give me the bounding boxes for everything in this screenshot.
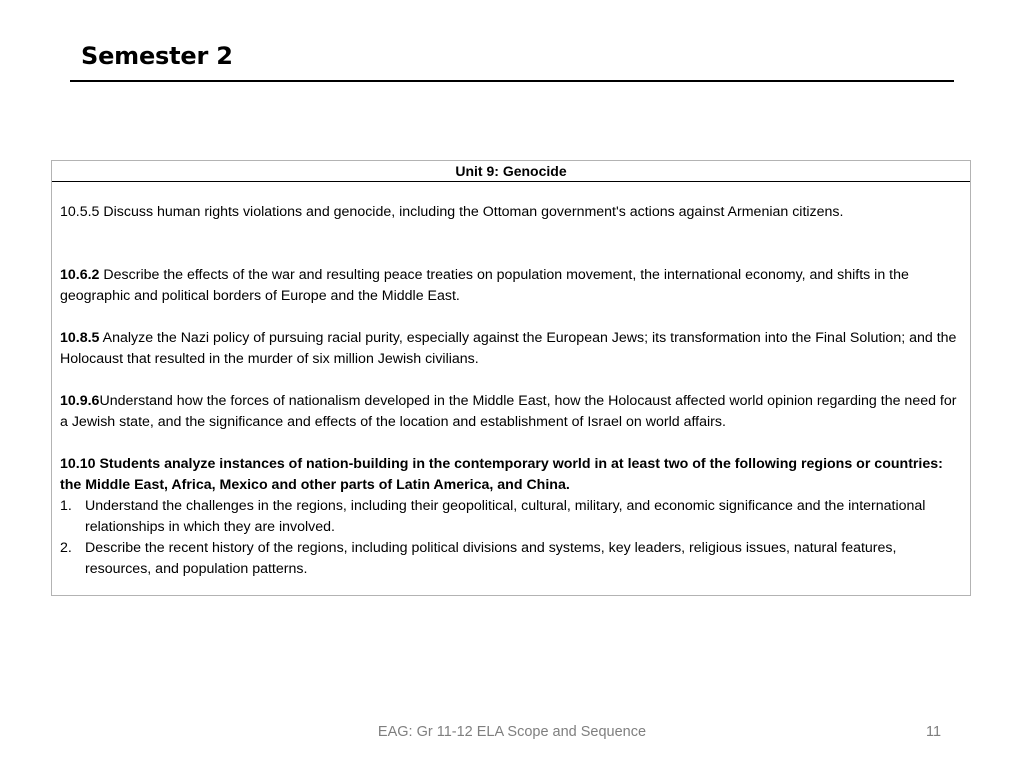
standard-code: 10.6.2: [60, 267, 100, 283]
standard-10-9-6: [60, 391, 962, 433]
standard-text: Understand how the forces of nationalism developed in the Middle East, how the Holocaust affected world opinion regarding the need for a Jewish state, and the significance and effects of the location and establishment of Israel on world affairs.: [60, 393, 957, 430]
spacer: [60, 370, 962, 391]
spacer: [60, 223, 962, 265]
standard-text: 10.5.5 Discuss human rights violations and genocide, including the Ottoman government's actions against Armenian citizens.: [60, 204, 844, 220]
list-item-number: 1.: [60, 498, 72, 514]
spacer: [60, 182, 962, 202]
standard-code: 10.9.6: [60, 393, 100, 409]
list-item: [60, 538, 962, 580]
unit-table: [51, 160, 971, 596]
standard-text: Describe the effects of the war and resulting peace treaties on population movement, the international economy, and shifts in the geographic and political borders of Europe and the Middle East.: [60, 267, 909, 304]
unit-body: [52, 182, 970, 580]
title-underline: [70, 80, 954, 82]
standard-10-10: 10.10 Students analyze instances of nation-building in the contemporary world in at least two of the following regions or countries: the Middle East, Africa, Mexico and other parts of Latin America, and China.: [60, 456, 943, 493]
list-item-text: Describe the recent history of the regions, including political divisions and systems, key leaders, religious issues, natural features, resources, and population patterns.: [85, 540, 897, 577]
spacer: [60, 307, 962, 328]
standard-text: Analyze the Nazi policy of pursuing racial purity, especially against the European Jews; its transformation into the Final Solution; and the Holocaust that resulted in the murder of six million Jewish civilians.: [60, 330, 957, 367]
slide-title: Semester 2: [81, 42, 233, 70]
list-item-text: Understand the challenges in the regions, including their geopolitical, cultural, military, and economic significance and the international relationships in which they are involved.: [85, 498, 926, 535]
standard-10-10-list: [60, 496, 962, 580]
standard-10-6-2: [60, 265, 962, 307]
standard-code: 10.8.5: [60, 330, 100, 346]
footer-text: EAG: Gr 11-12 ELA Scope and Sequence: [377, 724, 647, 740]
unit-header: Unit 9: Genocide: [52, 161, 970, 182]
list-item: [60, 496, 962, 538]
standard-10-5-5: [60, 202, 962, 223]
page-number: 11: [926, 724, 942, 740]
spacer: [60, 433, 962, 454]
list-item-number: 2.: [60, 540, 72, 556]
standard-10-8-5: [60, 328, 962, 370]
